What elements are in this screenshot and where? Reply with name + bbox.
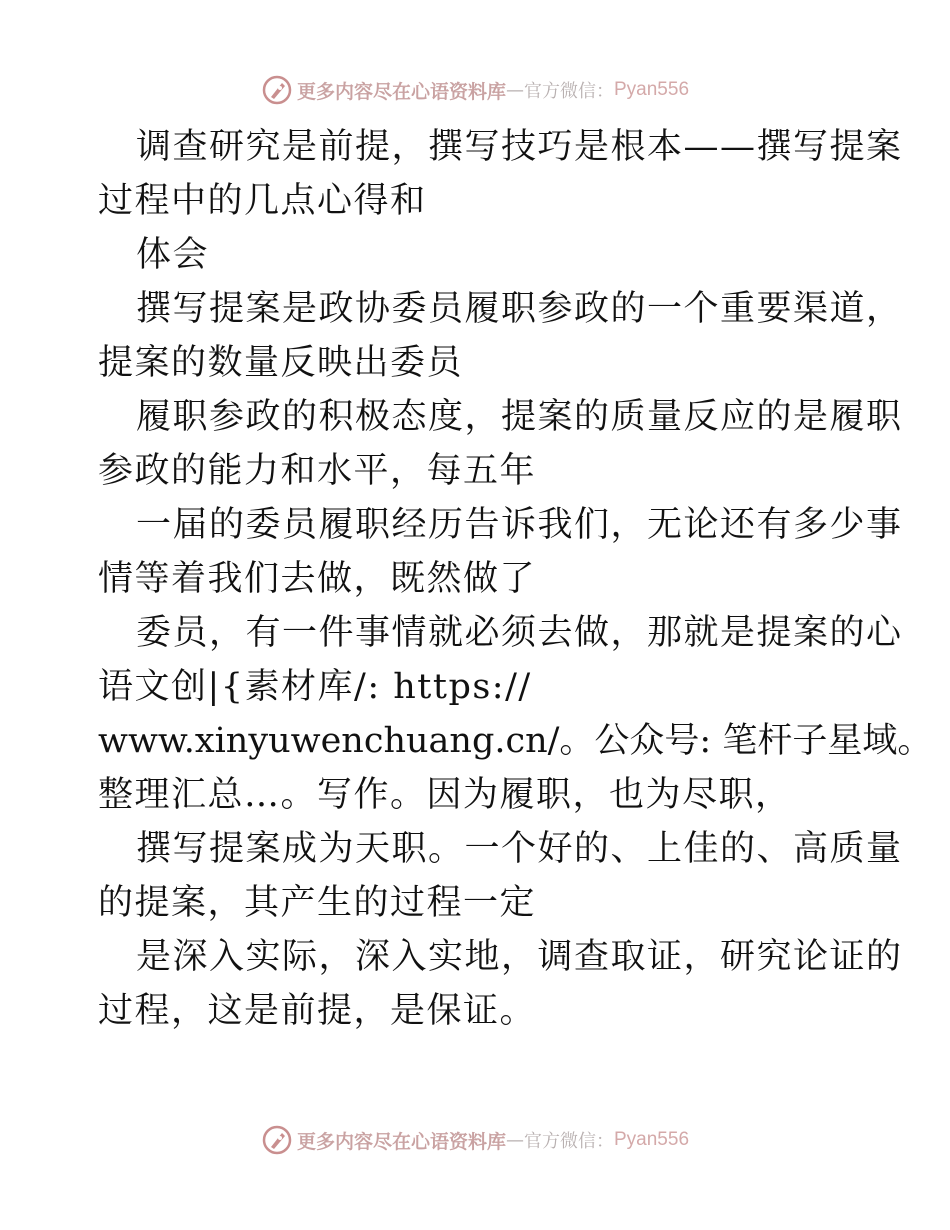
pen-nib-circle-logo (261, 1124, 293, 1156)
document-title-line: 体会 (136, 235, 210, 275)
paragraph-line: 是深入实际，深入实地，调查取证，研究论证的 (136, 937, 903, 977)
watermark-sub-text: 官方微信： (524, 1131, 614, 1152)
paragraph-line: www.xinyuwenchuang.cn/。公众号: 笔杆子星域。 (98, 721, 933, 761)
document-title-line: 过程中的几点心得和 (98, 181, 427, 221)
watermark-dash: — (506, 79, 524, 101)
paragraph-line: 委员，有一件事情就必须去做，那就是提案的心 (136, 613, 903, 653)
paragraph-line: 提案的数量反映出委员 (98, 343, 464, 383)
paragraph-line: 撰写提案成为天职。一个好的、上佳的、高质量 (136, 829, 903, 869)
pen-nib-circle-logo (261, 74, 293, 106)
watermark-sub-text: 官方微信： (524, 81, 614, 102)
paragraph-line: 语文创|{素材库/: https:// (98, 667, 532, 707)
paragraph-line: 过程，这是前提，是保证。 (98, 991, 537, 1031)
paragraph-line: 参政的能力和水平，每五年 (98, 451, 537, 491)
paragraph-line: 整理汇总…。写作。因为履职，也为尽职， (98, 775, 792, 815)
paragraph-line: 履职参政的积极态度，提案的质量反应的是履职 (136, 397, 903, 437)
watermark-header (0, 70, 950, 110)
watermark-footer (0, 1120, 950, 1160)
watermark-wechat-id: Pyan556 (614, 1129, 690, 1150)
watermark-dash: — (506, 1129, 524, 1151)
paragraph-line: 的提案，其产生的过程一定 (98, 883, 537, 923)
watermark-main-text: 更多内容尽在心语资料库 (296, 80, 506, 103)
paragraph-line: 一届的委员履职经历告诉我们，无论还有多少事 (136, 505, 903, 545)
paragraph-line: 情等着我们去做，既然做了 (98, 559, 537, 599)
watermark-main-text: 更多内容尽在心语资料库 (296, 1130, 506, 1153)
document-title-line: 调查研究是前提，撰写技巧是根本——撰写提案 (136, 127, 903, 167)
document-body (98, 120, 933, 1038)
watermark-wechat-id: Pyan556 (614, 79, 690, 100)
paragraph-line: 撰写提案是政协委员履职参政的一个重要渠道， (136, 289, 903, 329)
